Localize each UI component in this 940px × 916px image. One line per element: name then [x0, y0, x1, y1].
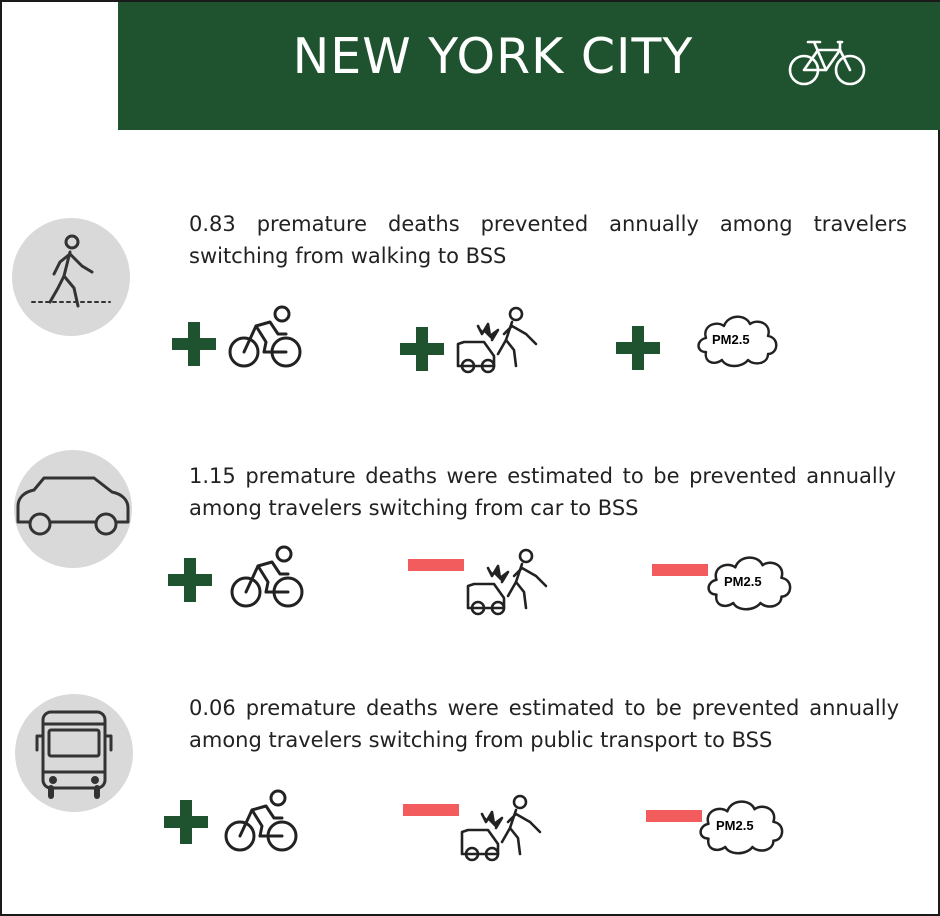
page-title: NEW YORK CITY — [292, 28, 694, 85]
plus-sign — [172, 322, 216, 366]
pm25-cloud-icon — [698, 796, 786, 856]
pm25-label: PM2.5 — [724, 574, 762, 589]
cyclist-icon — [228, 304, 302, 370]
cyclist-icon — [224, 788, 298, 854]
minus-sign — [652, 564, 708, 576]
pedestrian-icon — [12, 218, 130, 336]
car-mode-circle — [14, 450, 132, 568]
bicycle-icon — [788, 38, 866, 92]
plus-sign — [164, 800, 208, 844]
walking-mode-circle — [12, 218, 130, 336]
pm25-label: PM2.5 — [712, 332, 750, 347]
plus-sign — [400, 327, 444, 371]
crash-icon — [464, 546, 550, 618]
car-icon — [14, 450, 132, 568]
minus-sign — [646, 810, 702, 822]
plus-sign — [616, 326, 660, 370]
bus-mode-circle — [15, 694, 133, 812]
crash-icon — [458, 792, 544, 864]
bus-summary: 0.06 premature deaths were estimated to be prevented annually among travelers switching from public transport to BSS — [189, 696, 899, 752]
crash-icon — [454, 304, 540, 376]
cyclist-icon — [230, 544, 304, 610]
pm25-cloud-icon — [696, 312, 780, 368]
plus-sign — [168, 558, 212, 602]
pm25-label: PM2.5 — [716, 818, 754, 833]
minus-sign — [403, 804, 459, 816]
header-banner — [118, 2, 940, 130]
walking-summary: 0.83 premature deaths prevented annually among travelers switching from walking to BSS — [189, 212, 907, 268]
minus-sign — [408, 559, 464, 571]
pm25-cloud-icon — [706, 552, 794, 612]
car-summary: 1.15 premature deaths were estimated to be prevented annually among travelers switching from car to BSS — [189, 464, 896, 520]
bus-icon — [15, 694, 133, 812]
